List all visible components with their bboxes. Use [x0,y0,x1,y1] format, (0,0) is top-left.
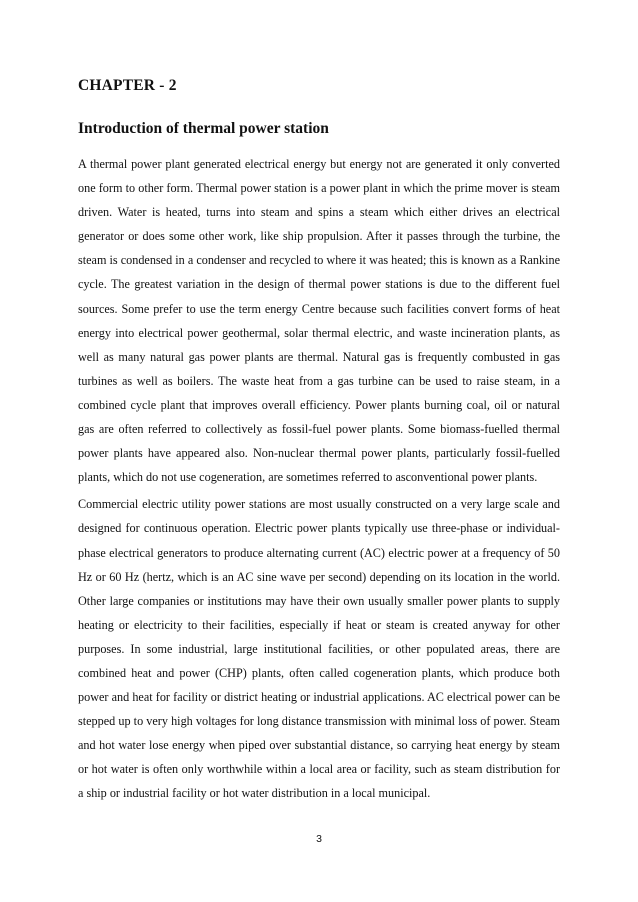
paragraph-2: Commercial electric utility power stations are most usually constructed on a very large scale and designed for continuous operation. Electric power plants typically use three-phase or individual-phase electrical generators to produce alternating current (AC) electric power at a frequency of 50 Hz or 60 Hz (hertz, which is an AC sine wave per second) depending on its location in the world. Other large companies or institutions may have their own usually smaller power plants to supply heating or electricity to their facilities, especially if heat or steam is created anyway for other purposes. In some industrial, large institutional facilities, or other populated areas, there are combined heat and power (CHP) plants, often called cogeneration plants, which produce both power and heat for facility or district heating or industrial applications. AC electrical power can be stepped up to very high voltages for long distance transmission with minimal loss of power. Steam and hot water lose energy when piped over substantial distance, so carrying heat energy by steam or hot water is often only worthwhile within a local area or facility, such as steam distribution for a ship or industrial facility or hot water distribution in a local municipal. [78,497,560,801]
document-page [78,0,560,902]
section-title: Introduction of thermal power station [78,120,329,137]
chapter-heading: CHAPTER - 2 [78,77,177,94]
page-number: 3 [316,833,322,845]
body-text [78,152,560,806]
paragraph-1: A thermal power plant generated electrical energy but energy not are generated it only converted one form to other form. Thermal power station is a power plant in which the prime mover is steam driven. Water is heated, turns into steam and spins a steam which either drives an electrical generator or does some other work, like ship propulsion. After it passes through the turbine, the steam is condensed in a condenser and recycled to where it was heated; this is known as a Rankine cycle. The greatest variation in the design of thermal power stations is due to the different fuel sources. Some prefer to use the term energy Centre because such facilities convert forms of heat energy into electrical power geothermal, solar thermal electric, and waste incineration plants, as well as many natural gas power plants are thermal. Natural gas is frequently combusted in gas turbines as well as boilers. The waste heat from a gas turbine can be used to raise steam, in a combined cycle plant that improves overall efficiency. Power plants burning coal, oil or natural gas are often referred to collectively as fossil-fuel power plants. Some biomass-fuelled thermal power plants have appeared also. Non-nuclear thermal power plants, particularly fossil-fuelled plants, which do not use cogeneration, are sometimes referred to asconventional power plants. [78,157,560,485]
